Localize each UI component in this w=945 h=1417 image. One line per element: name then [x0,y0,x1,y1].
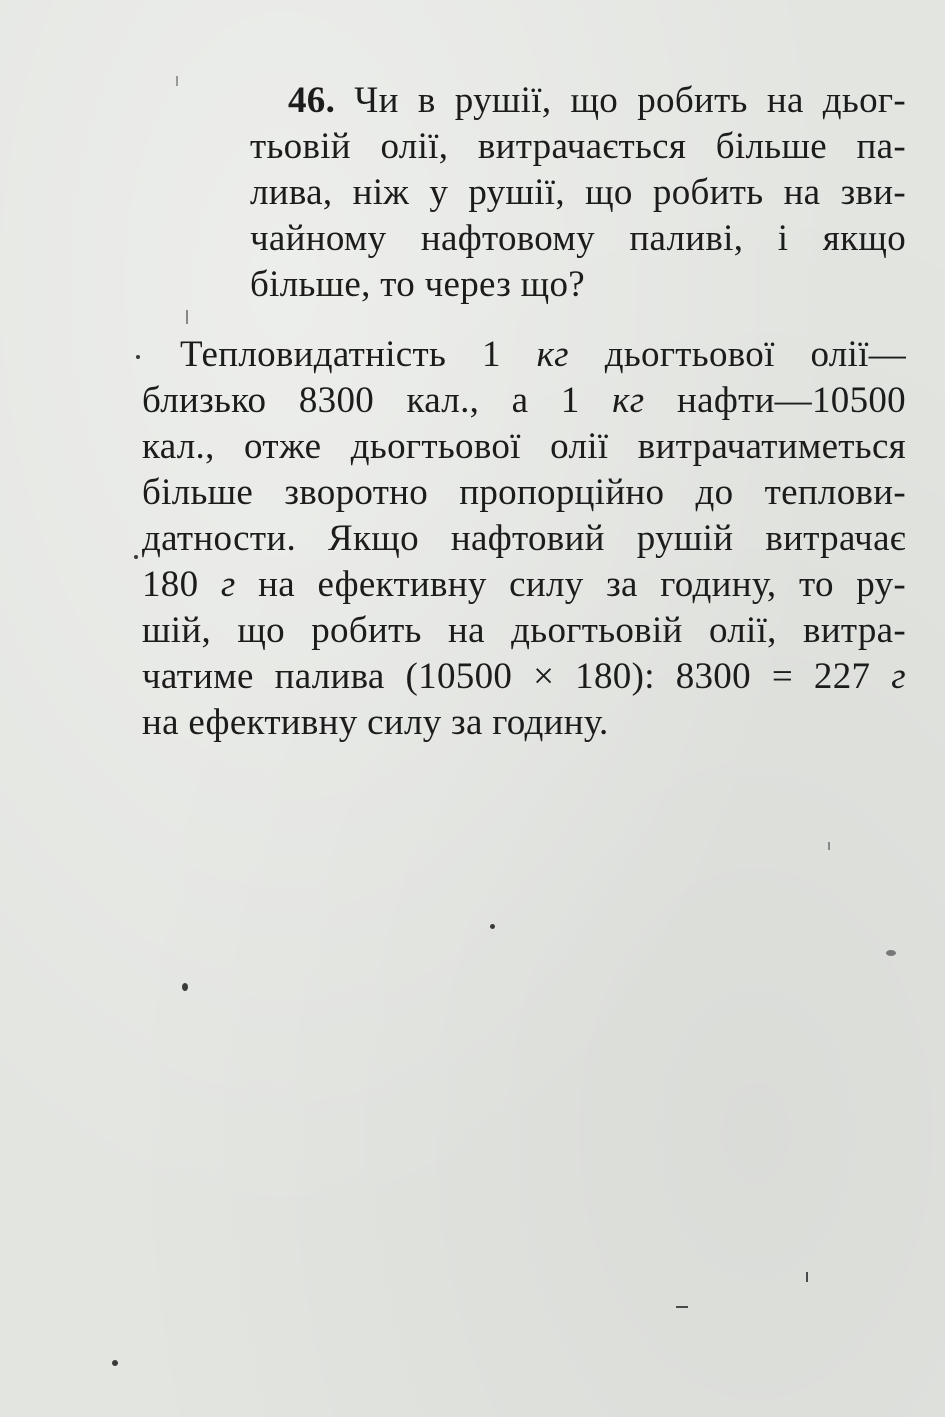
unit-g: г [220,564,236,605]
scan-mark [676,1306,688,1308]
unit-g: г [891,656,906,697]
question-line-4: чайному нафтовому паливі, і якщо [250,218,906,259]
answer-line-3: кал., отже дьогтьової олії витрачатиметься [142,426,906,467]
answer-line-7: шій, що робить на дьогтьовій олії, витра- [142,610,906,651]
question-number: 46. [288,80,336,121]
answer-line-6: 180 г на ефективну силу за годину, то ру- [142,564,906,605]
scan-speck [886,950,896,956]
scan-speck [112,1360,118,1366]
scan-mark [176,76,178,86]
scan-speck [182,983,188,991]
answer-line-4: більше зворотно пропорційно до теплови- [142,472,906,513]
answer-line-2: близько 8300 кал., а 1 кг нафти—10500 [142,380,906,421]
scan-mark [186,310,188,324]
scan-mark [828,842,830,850]
unit-kg: кг [612,380,645,421]
answer-line-9: на ефективну силу за годину. [142,702,609,743]
answer-line-5: датности. Якщо нафтовий рушій витрачає [142,518,906,559]
scan-speck [490,924,495,929]
question-line-2: тьовій олії, витрачається більше па- [250,126,906,167]
scan-speck [136,355,140,359]
question-text-1: Чи в рушії, що робить на дьог- [354,80,906,121]
question-line-1 [288,78,906,124]
scan-speck [134,555,138,559]
unit-kg: кг [536,334,569,375]
scan-mark [806,1272,808,1282]
question-line-5: більше, то через що? [250,264,585,305]
answer-line-1: Тепловидатність 1 кг дьогтьової олії— [180,334,906,375]
answer-line-8: чатиме палива (10500 × 180): 8300 = 227 г [142,656,906,697]
question-line-3: лива, ніж у рушії, що робить на зви- [250,172,906,213]
